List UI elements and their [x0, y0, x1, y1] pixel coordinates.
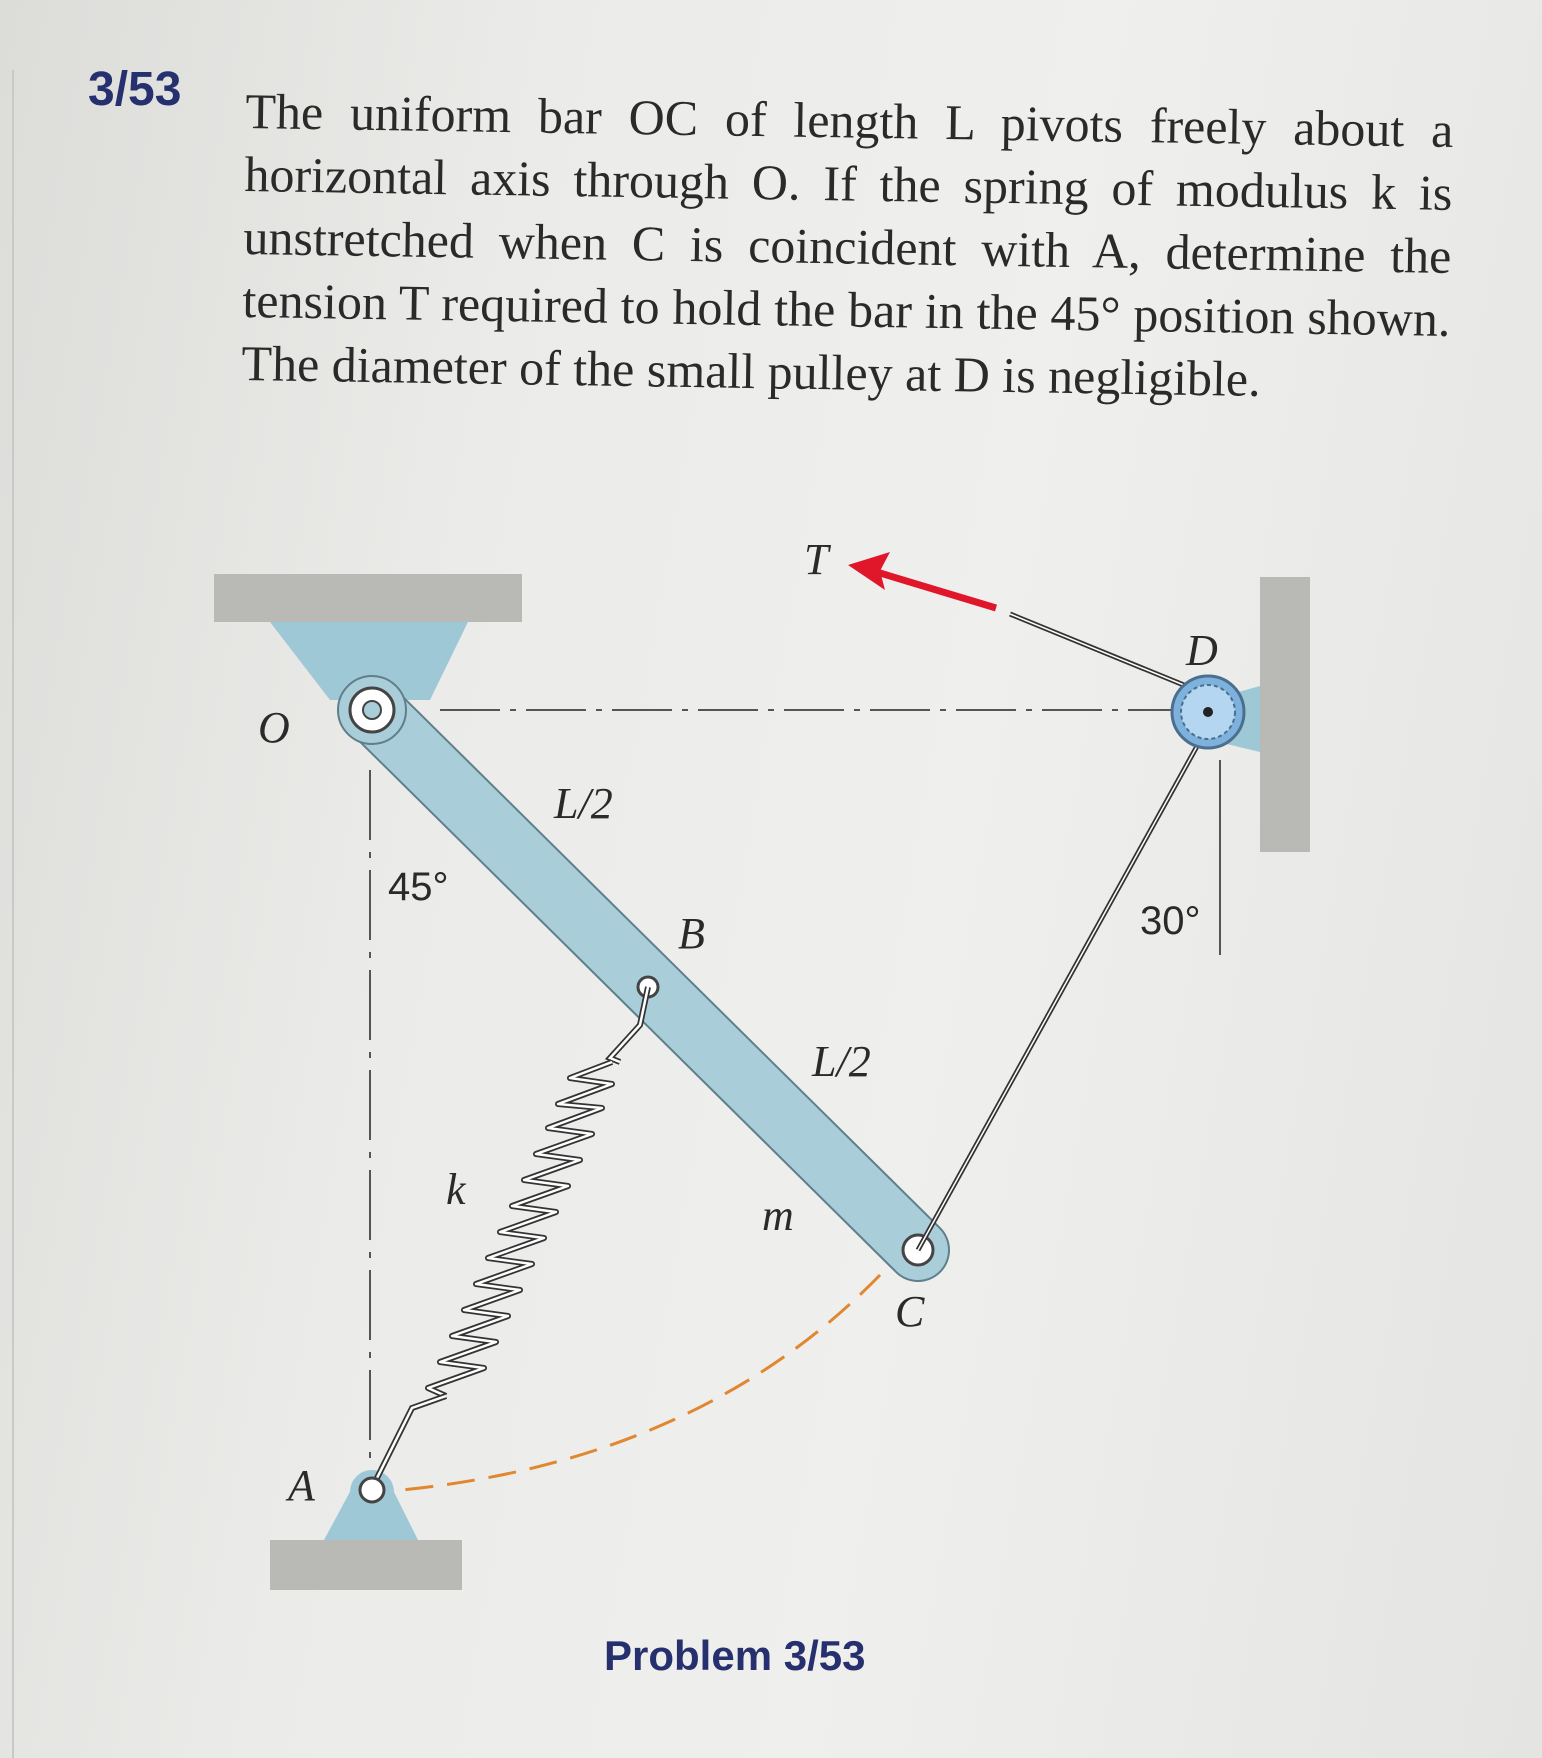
label-a: A: [288, 1461, 315, 1510]
tension-arrow-shaft: [870, 570, 996, 608]
label-cable-angle: 30°: [1140, 899, 1201, 943]
label-tension: T: [804, 535, 829, 584]
wall-support: [1260, 577, 1310, 852]
label-half-length-lower: L/2: [812, 1037, 871, 1086]
label-c: C: [895, 1287, 925, 1336]
figure-caption: Problem 3/53: [604, 1632, 866, 1679]
label-d: D: [1186, 626, 1218, 675]
label-b: B: [678, 909, 705, 958]
problem-statement: The uniform bar OC of length L pivots freely about a horizontal axis through O. If the spring of modulus k is unstretched when C is coincident with A, determine the tension T required to hold the bar in the 45° position shown. The diameter of the small pulley at D is negligible.: [241, 82, 1454, 407]
label-o: O: [258, 703, 290, 752]
floor-support: [270, 1540, 462, 1590]
label-half-length-upper: L/2: [554, 779, 613, 828]
cable-cd-highlight: [918, 730, 1206, 1250]
problem-number: 3/53: [88, 63, 182, 116]
pin-a: [360, 1478, 384, 1502]
label-spring-modulus: k: [446, 1165, 466, 1214]
ceiling-support: [214, 574, 522, 622]
pulley-d-axle: [1203, 707, 1213, 717]
pivot-o-center: [363, 701, 381, 719]
spring-coil: [428, 1062, 612, 1396]
label-mass: m: [762, 1191, 794, 1240]
cable-dt-highlight: [1010, 614, 1196, 690]
spring-connector-bottom-highlight: [376, 1396, 446, 1480]
label-bar-angle: 45°: [388, 865, 449, 909]
